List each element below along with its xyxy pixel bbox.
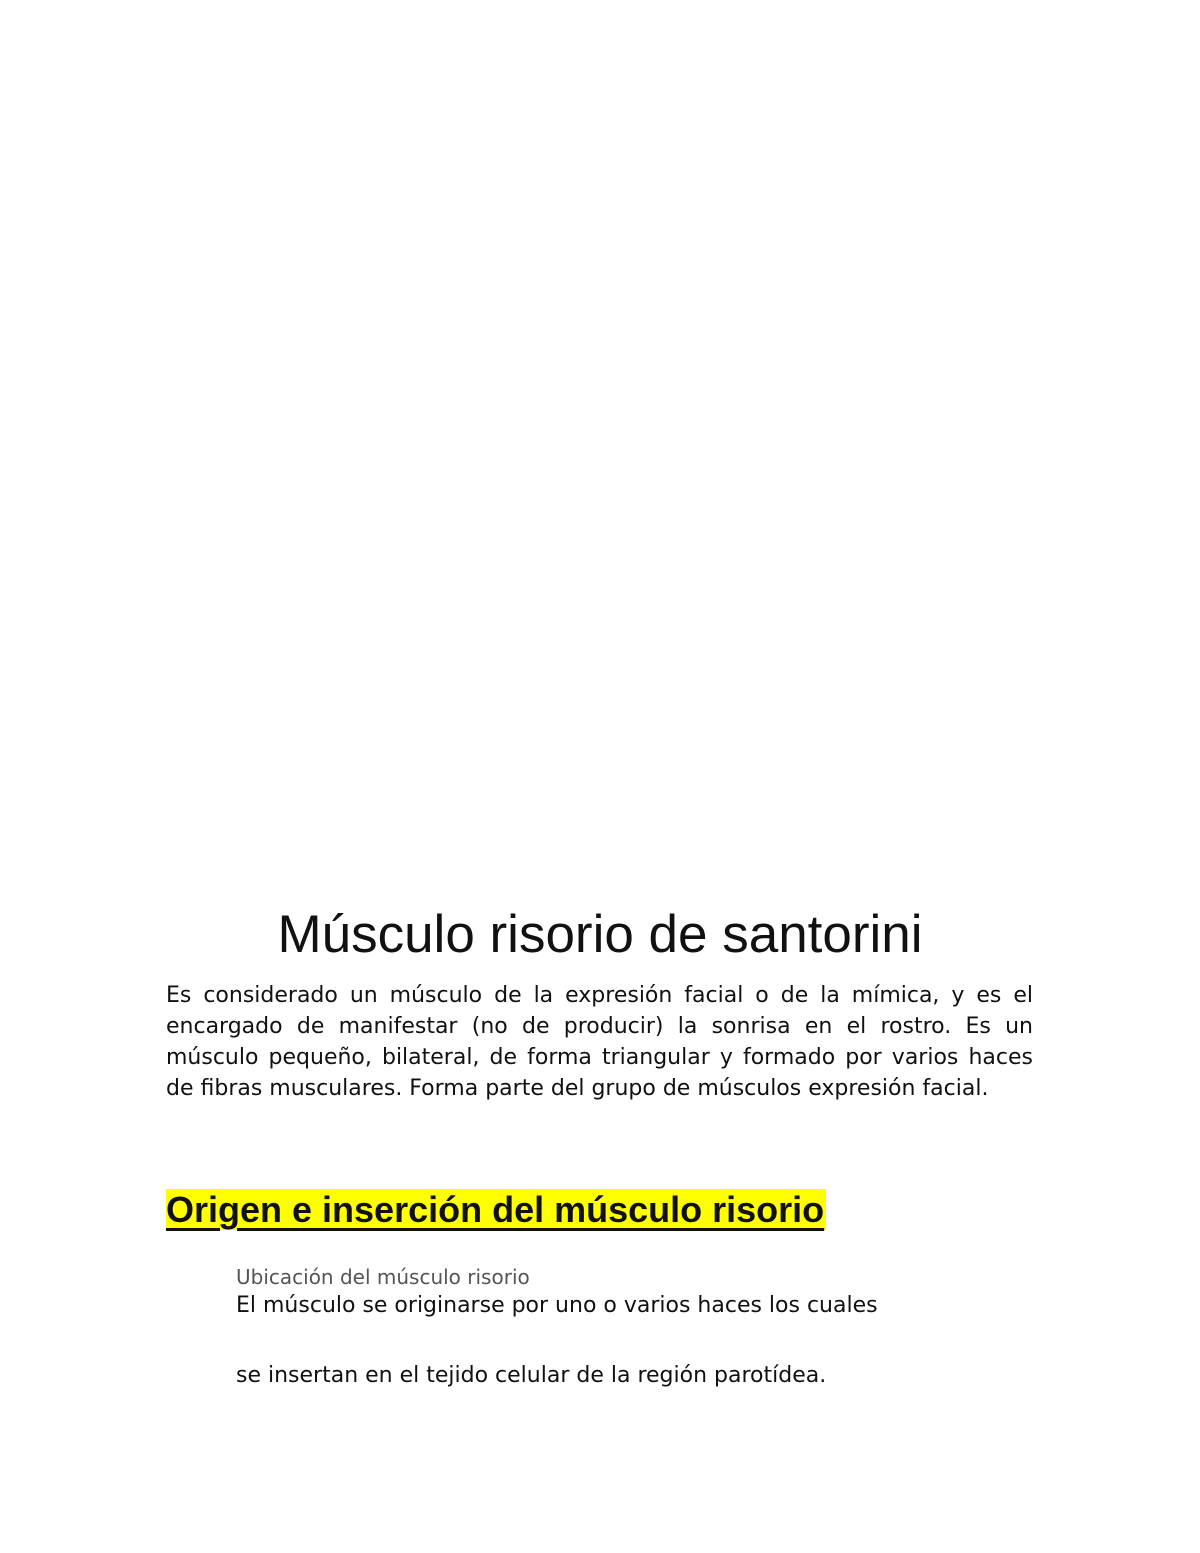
section-heading	[166, 1186, 826, 1234]
body-line-insertion: se insertan en el tejido celular de la región parotídea.	[236, 1363, 827, 1388]
image-caption: Ubicación del músculo risorio	[236, 1265, 530, 1289]
body-line-origin: El músculo se originarse por uno o varios haces los cuales	[236, 1293, 878, 1318]
document-title: Músculo risorio de santorini	[277, 905, 923, 964]
section-heading-highlight: Origen e inserción del músculo risorio	[166, 1189, 825, 1230]
intro-paragraph: Es considerado un músculo de la expresión facial o de la mímica, y es el encargado de manifestar (no de producir) la sonrisa en el rostro. Es un músculo pequeño, bilateral, de forma triangular y formado por varios haces de fibras musculares. Forma parte del grupo de músculos expresión facial.	[166, 983, 1033, 1101]
